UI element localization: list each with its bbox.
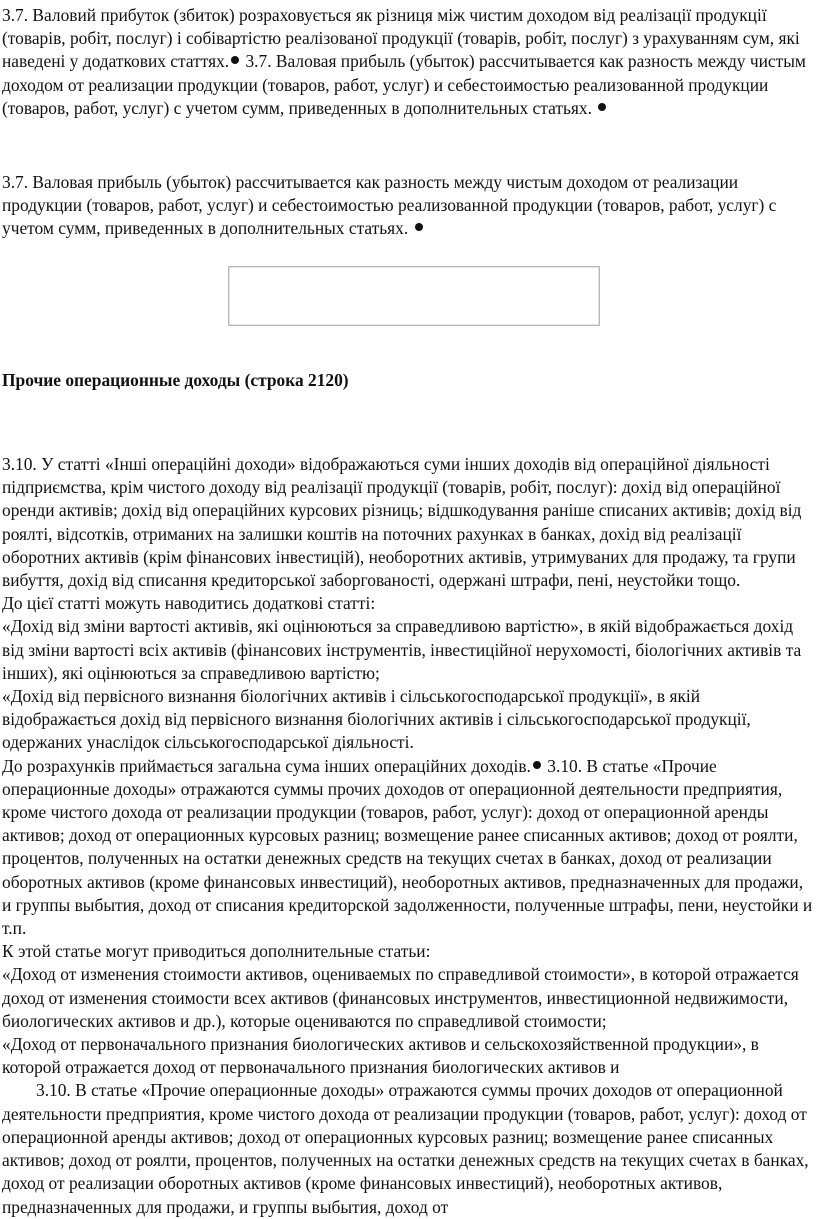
text-3-10-ru-indented: 3.10. В статье «Прочие операционные доходы» отражаются суммы прочих доходов от операционной деятельности предприятия, кроме чистого дохода от реализации продукции (товаров, работ, услуг): доход от операционной аренды активов; доход от операционных курсовых разниц; возмещение ранее списанных активов; доход от роялти, процентов, полученных на остатки денежных средств на текущих счетах в банках, доход от реализации оборотных активов (кроме финансовых инвестиций), необоротных активов, предназначенных для продажи, и группы выбытия, доход от <box>2 1080 809 1217</box>
bullet-icon <box>415 223 423 231</box>
bullet-icon <box>533 761 541 769</box>
bullet-icon <box>231 56 239 64</box>
text-3-10-ua-item-1: «Дохід від зміни вартості активів, які оцінюються за справедливою вартістю», в якій відображається дохід від зміни вартості всіх активів (фінансових інструментів, інвестиційної нерухомості, біологічних активів та інших), які оцінюються за справедливою вартістю; <box>2 616 802 683</box>
text-3-10-ru-item-2: «Доход от первоначального признания биологических активов и сельскохозяйственной продукции», в которой отражается доход от первоначального признания биологических активов и <box>2 1034 759 1078</box>
section-heading: Прочие операционные доходы (строка 2120) <box>2 370 349 390</box>
empty-embedded-frame <box>228 266 600 326</box>
section-3-10-ua <box>2 453 814 1219</box>
bullet-icon <box>598 103 606 111</box>
text-3-10-ua-item-2: «Дохід від первісного визнання біологічних активів і сільськогосподарської продукції», в якій відображається дохід від первісного визнання біологічних активів і сільськогосподарської продукції, одержаних унаслідок сільськогосподарської діяльності. <box>2 686 751 753</box>
text-3-10-ua-total: До розрахунків приймається загальна сума інших операційних доходів. <box>2 755 531 776</box>
text-3-10-ru-additional-intro: К этой статье могут приводиться дополнительные статьи: <box>2 941 431 962</box>
paragraph-3-10-mixed <box>2 755 814 941</box>
text-3-10-ua-main: 3.10. У статті «Інші операційні доходи» відображаються суми інших доходів від операційної діяльності підприємства, крім чистого доходу від реалізації продукції (товарів, робіт, послуг): дохід від операційної оренди активів; дохід від операційних курсових різниць; відшкодування раніше списаних активів; дохід від роялті, відсотків, отриманих на залишки коштів на поточних рахунках в банках, дохід від реалізації оборотних активів (крім фінансових інвестицій), необоротних активів, утримуваних для продажу, та групи вибуття, дохід від списання кредиторської заборгованості, одержані штрафи, пені, неустойки тощо. <box>2 454 802 591</box>
text-3-10-ru-main: 3.10. В статье «Прочие операционные доходы» отражаются суммы прочих доходов от операционной деятельности предприятия, кроме чистого дохода от реализации продукции (товаров, работ, услуг): доход от операционной аренды активов; доход от операционных курсовых разниц; возмещение ранее списанных активов; доход от роялти, процентов, полученных на остатки денежных средств на текущих счетах в банках, доход от реализации оборотных активов (кроме финансовых инвестиций), необоротных активов, предназначенных для продажи, и группы выбытия, доход от списания кредиторской задолженности, полученные штрафы, пени, неустойки и т.п. <box>2 755 813 939</box>
text-3-10-ru-item-1: «Доход от изменения стоимости активов, оцениваемых по справедливой стоимости», в которой отражается доход от изменения стоимости всех активов (финансовых инструментов, инвестиционной недвижимости, биологических активов и др.), которые оцениваются по справедливой стоимости; <box>2 964 799 1031</box>
text-3-10-ua-additional-intro: До цієї статті можуть наводитись додаткові статті: <box>2 593 376 614</box>
text-3-7-ru-repeat: 3.7. Валовая прибыль (убыток) рассчитывается как разность между чистым доходом от реализации продукции (товаров, работ, услуг) и себестоимостью реализованной продукции (товаров, работ, услуг) с учетом сумм, приведенных в дополнительных статьях. <box>2 172 777 239</box>
text-3-7-ua: 3.7. Валовий прибуток (збиток) розраховується як різниця між чистим доходом від реалізації продукції (товарів, робіт, послуг) і собівартістю реалізованої продукції (товарів, робіт, послуг) з урахуванням сум, які наведені у додаткових статтях. <box>2 5 800 72</box>
paragraph-3-7-ru <box>2 171 814 241</box>
text-3-7-ru: 3.7. Валовая прибыль (убыток) рассчитывается как разность между чистым доходом от реализации продукции (товаров, работ, услуг) и себестоимостью реализованной продукции (товаров, работ, услуг) с учетом сумм, приведенных в дополнительных статьях. <box>2 51 806 118</box>
paragraph-3-7-bilingual <box>2 4 814 120</box>
